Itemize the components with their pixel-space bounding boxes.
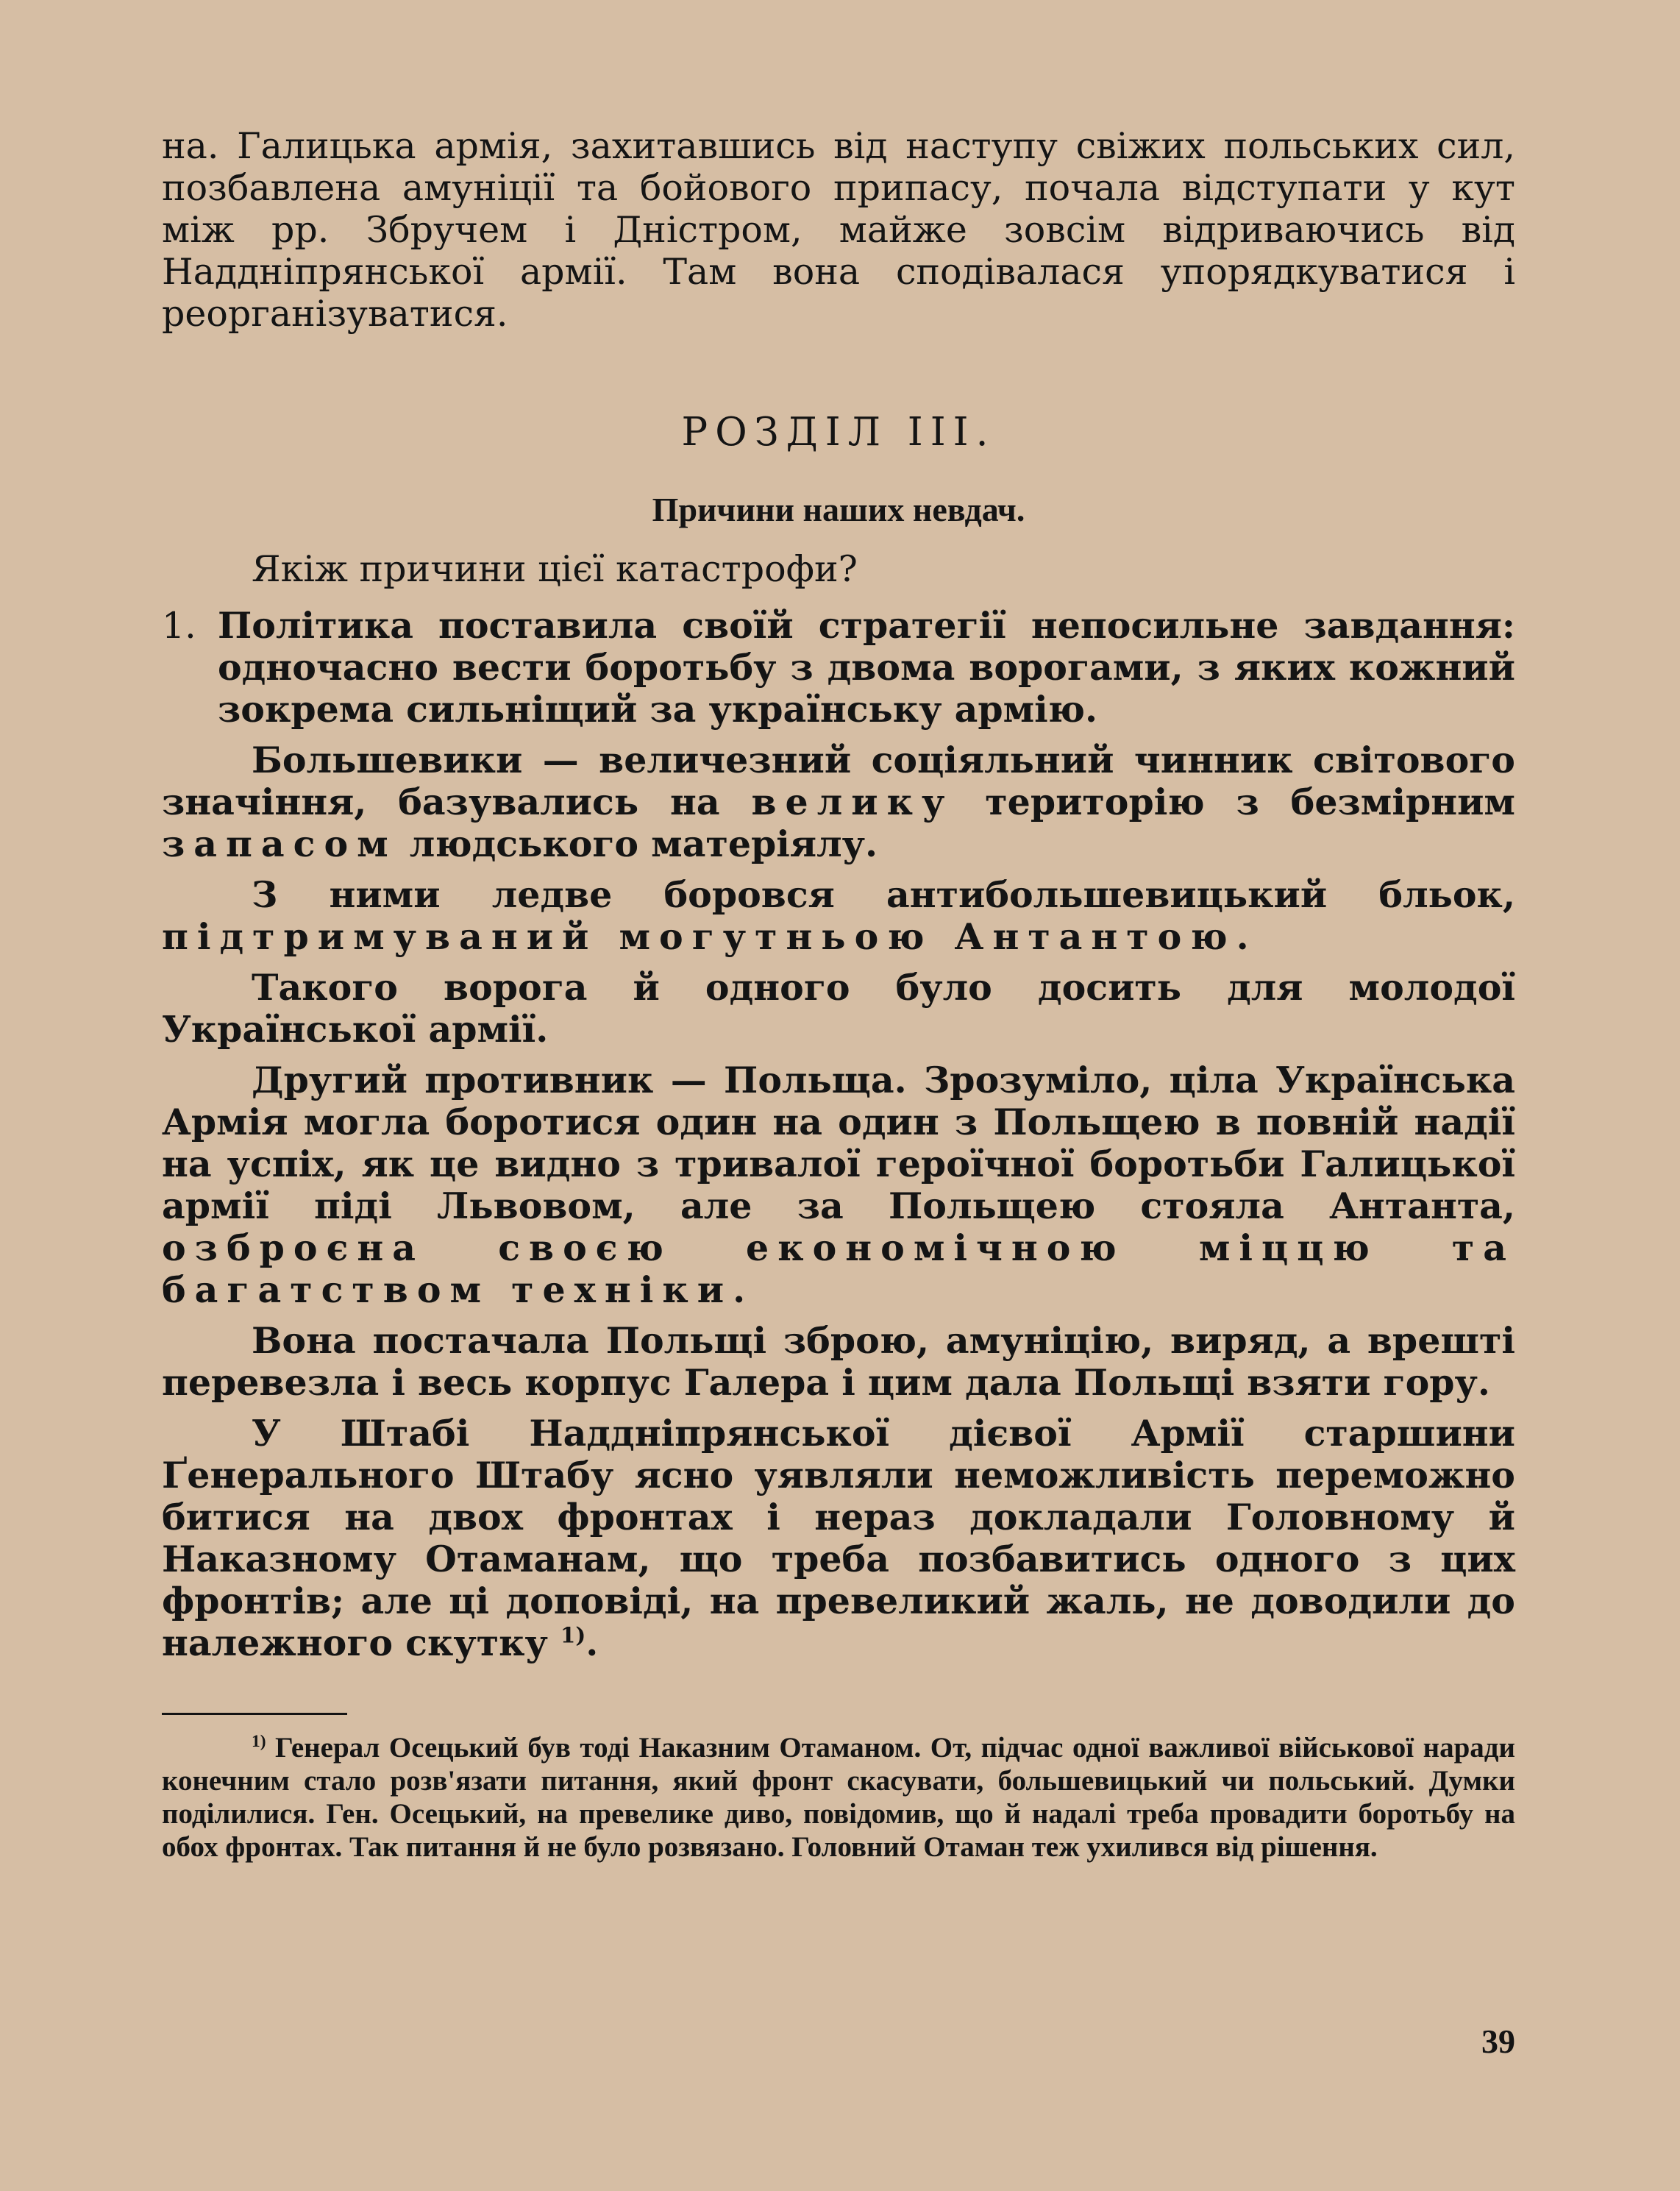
- footnote-divider: [162, 1713, 347, 1715]
- paragraph-staff: У Штабі Наддніпрянської дієвої Армії старшини Ґенерального Штабу ясно уявляли неможливість переможно битися на двох фронтах і нераз докладали Головному й Наказному Отаманам, що треба позбавитись одного з цих фронтів; але ці доповіді, на превеликий жаль, не доводили до належного скутку $^{1)}$.: [162, 1412, 1515, 1664]
- page-number: 39: [1481, 2023, 1515, 2060]
- footnote-marker: 1): [252, 1732, 266, 1751]
- emphasis-text: підтримуваний могутньою Антантою.: [162, 915, 1258, 958]
- emphasis-text: запасом: [162, 823, 397, 865]
- item-number: 1.: [162, 605, 196, 647]
- emphasis-text: озброєна своєю економічною міццю та багатством техніки.: [162, 1226, 1515, 1311]
- paragraph-block: З ними ледве боровся антибольшевицький бльок, підтримуваний могутньою Антантою.: [162, 873, 1515, 958]
- chapter-heading: РОЗДІЛ III.: [681, 410, 996, 455]
- paragraph-poland: Другий противник — Польща. Зрозуміло, ціла Українська Армія могла боротися один на один з Польщею в повній надії на успіх, як це видно з тривалої героїчної боротьби Галицької армії піді Львовом, але за Польщею стояла Антанта, озброєна своєю економічною міццю та багатством техніки.: [162, 1059, 1515, 1311]
- footnote: $^{1)}$ Генерал Осецький був тоді Наказним Отаманом. От, підчас одної важливої військової наради конечним стало розв'язати питання, який фронт скасувати, большевицький чи польський. Думки поділилися. Ген. Осецький, на превелике диво, повідомив, що й надалі треба провадити боротьбу на обох фронтах. Так питання й не було розвязано. Головний Отаман теж ухилився від рішення.: [162, 1732, 1515, 1863]
- footnote-reference: 1): [560, 1622, 586, 1648]
- opening-paragraph: на. Галицька армія, захитавшись від наступу свіжих польських сил, позбавлена амуніції та бойового припасу, почала відступати у кут між рр. Збручем і Дністром, майже зовсім відриваючись від Наддніпрянської армії. Там вона сподівалася упорядкуватися і реорганізуватися.: [162, 125, 1515, 335]
- paragraph-supply: Вона постачала Польщі зброю, амуніцію, виряд, а врешті перевезла і весь корпус Галера і цим дала Польщі взяти гору.: [162, 1319, 1515, 1404]
- page-content: [162, 125, 1515, 1892]
- item-text: Політика поставила своїй стратегії непосильне завдання: одночасно вести боротьбу з двома ворогами, з яких кожний зокрема сильніщий за українську армію.: [218, 604, 1515, 731]
- paragraph-enemy: Такого ворога й одного було досить для молодої Української армії.: [162, 966, 1515, 1051]
- question-line: Якіж причини цієї катастрофи?: [252, 548, 858, 590]
- numbered-item: [162, 605, 1515, 731]
- chapter-subtitle: Причини наших невдач.: [652, 491, 1025, 528]
- paragraph-bolsheviks: Большевики — величезний соціяльний чинник світового значіння, базувались на велику територію з безмірним запасом людського матеріялу.: [162, 739, 1515, 865]
- emphasis-text: велику: [751, 781, 954, 823]
